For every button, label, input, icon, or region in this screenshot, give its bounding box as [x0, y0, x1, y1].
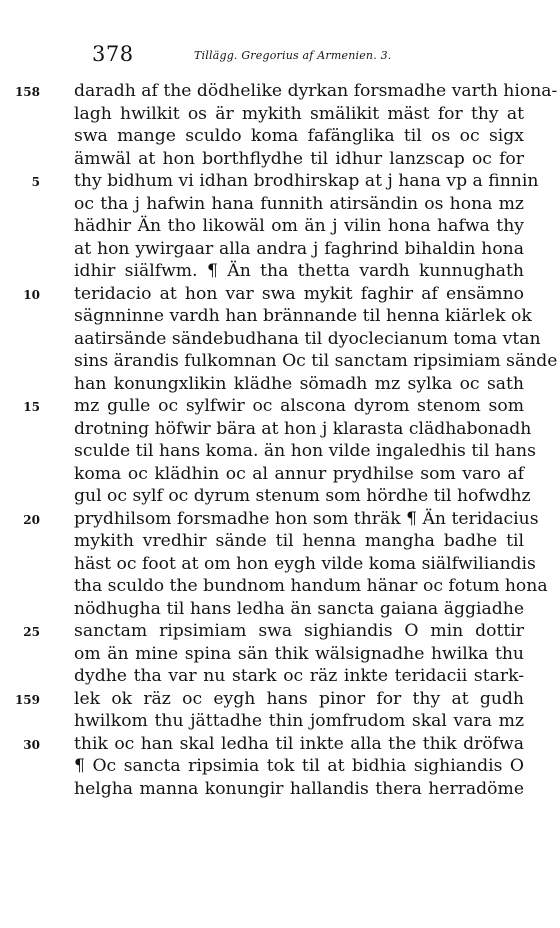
text-line [0, 598, 560, 621]
text-line [0, 530, 560, 553]
line-text: gul oc sylf oc dyrum stenum som hördhe til hofwdhz [74, 486, 531, 506]
line-text: aatirsände sändebudhana til dyoclecianum toma vtan [74, 328, 541, 349]
line-text: sägnninne vardh han brännande til henna kiärlek ok [74, 306, 532, 326]
text-line [0, 373, 560, 396]
text-line [0, 485, 560, 508]
line-text: häst oc foot at om hon eygh vilde koma siälfwiliandis [74, 553, 536, 574]
text-line [0, 395, 560, 418]
line-text: prydhilsom forsmadhe hon som thräk ¶ Än teridacius [74, 508, 539, 529]
line-text: teridacio at hon var swa mykit faghir af ensämno [74, 283, 524, 304]
line-number: 20 [23, 512, 40, 527]
line-text: nödhugha til hans ledha än sancta gaiana äggiadhe [74, 598, 524, 619]
line-text: thy bidhum vi idhan brodhirskap at j hana vp a finnin [74, 171, 539, 191]
line-number: 159 [14, 692, 40, 707]
line-text: han konungxlikin klädhe sömadh mz sylka oc sath [74, 373, 524, 394]
line-text: sculde til hans koma. än hon vilde ingaledhis til hans [74, 441, 536, 461]
line-text: koma oc klädhin oc al annur prydhilse som varo af [74, 463, 524, 484]
text-line [0, 215, 560, 238]
line-text: hädhir Än tho likowäl om än j vilin hona hafwa thy [74, 216, 524, 236]
text-line [0, 778, 560, 801]
text-line [0, 710, 560, 733]
text-line [0, 665, 560, 688]
line-number: 158 [14, 85, 40, 99]
line-number: 5 [31, 175, 40, 189]
text-line [0, 80, 560, 103]
text-line [0, 350, 560, 373]
text-line [0, 463, 560, 486]
text-line [0, 620, 560, 643]
text-line [0, 238, 560, 261]
line-text: sins ärandis fulkomnan Oc til sanctam ripsimiam sände [74, 351, 558, 371]
line-text: sanctam ripsimiam swa sighiandis O min dottir [74, 621, 524, 641]
line-text: lagh hwilkit os är mykith smälikit mäst for thy at [74, 103, 524, 124]
line-text: om än mine spina sän thik wälsignadhe hwilka thu [74, 643, 524, 664]
line-text: drotning höfwir bära at hon j klarasta clädhabonadh [74, 418, 532, 439]
running-title: Tillägg. Gregorius af Armenien. 3. [194, 49, 392, 62]
line-number: 25 [23, 625, 40, 639]
line-text: dydhe tha var nu stark oc räz inkte teridacii stark- [74, 666, 524, 686]
line-text: mykith vredhir sände til henna mangha badhe til [74, 531, 524, 551]
line-text: hwilkom thu jättadhe thin jomfrudom skal vara mz [74, 711, 524, 731]
line-number: 30 [23, 737, 40, 752]
line-text: tha sculdo the bundnom handum hänar oc fotum hona [74, 576, 548, 596]
line-text: daradh af the dödhelike dyrkan forsmadhe varth hiona- [74, 81, 558, 101]
line-number: 15 [23, 400, 40, 414]
text-line [0, 755, 560, 778]
text-line [0, 170, 560, 193]
text-line [0, 283, 560, 306]
text-line [0, 125, 560, 148]
line-text: at hon ywirgaar alla andra j faghrind bihaldin hona [74, 238, 524, 259]
text-line [0, 643, 560, 666]
text-line [0, 305, 560, 328]
line-text: mz gulle oc sylfwir oc alscona dyrom stenom som [74, 396, 524, 416]
body-text [0, 80, 560, 800]
line-text: swa mange sculdo koma fafänglika til os oc sigx [74, 126, 524, 146]
text-line [0, 733, 560, 756]
line-text: oc tha j hafwin hana funnith atirsändin os hona mz [74, 193, 524, 214]
text-line [0, 553, 560, 576]
line-text: idhir siälfwm. ¶ Än tha thetta vardh kunnughath [74, 261, 524, 281]
text-line [0, 103, 560, 126]
line-text: ¶ Oc sancta ripsimia tok til at bidhia sighiandis O [74, 756, 524, 776]
text-line [0, 328, 560, 351]
text-line [0, 508, 560, 531]
page-number: 378 [92, 42, 134, 66]
line-text: helgha manna konungir hallandis thera herradöme [74, 778, 524, 799]
line-text: lek ok räz oc eygh hans pinor for thy at gudh [74, 688, 524, 709]
text-line [0, 688, 560, 711]
line-text: ämwäl at hon borthflydhe til idhur lanzscap oc for [74, 148, 524, 169]
line-text: thik oc han skal ledha til inkte alla the thik dröfwa [74, 733, 524, 754]
page-header [74, 40, 534, 70]
text-line [0, 418, 560, 441]
text-line [0, 148, 560, 171]
text-line [0, 260, 560, 283]
text-line [0, 575, 560, 598]
text-line [0, 193, 560, 216]
text-line [0, 440, 560, 463]
line-number: 10 [23, 287, 40, 302]
